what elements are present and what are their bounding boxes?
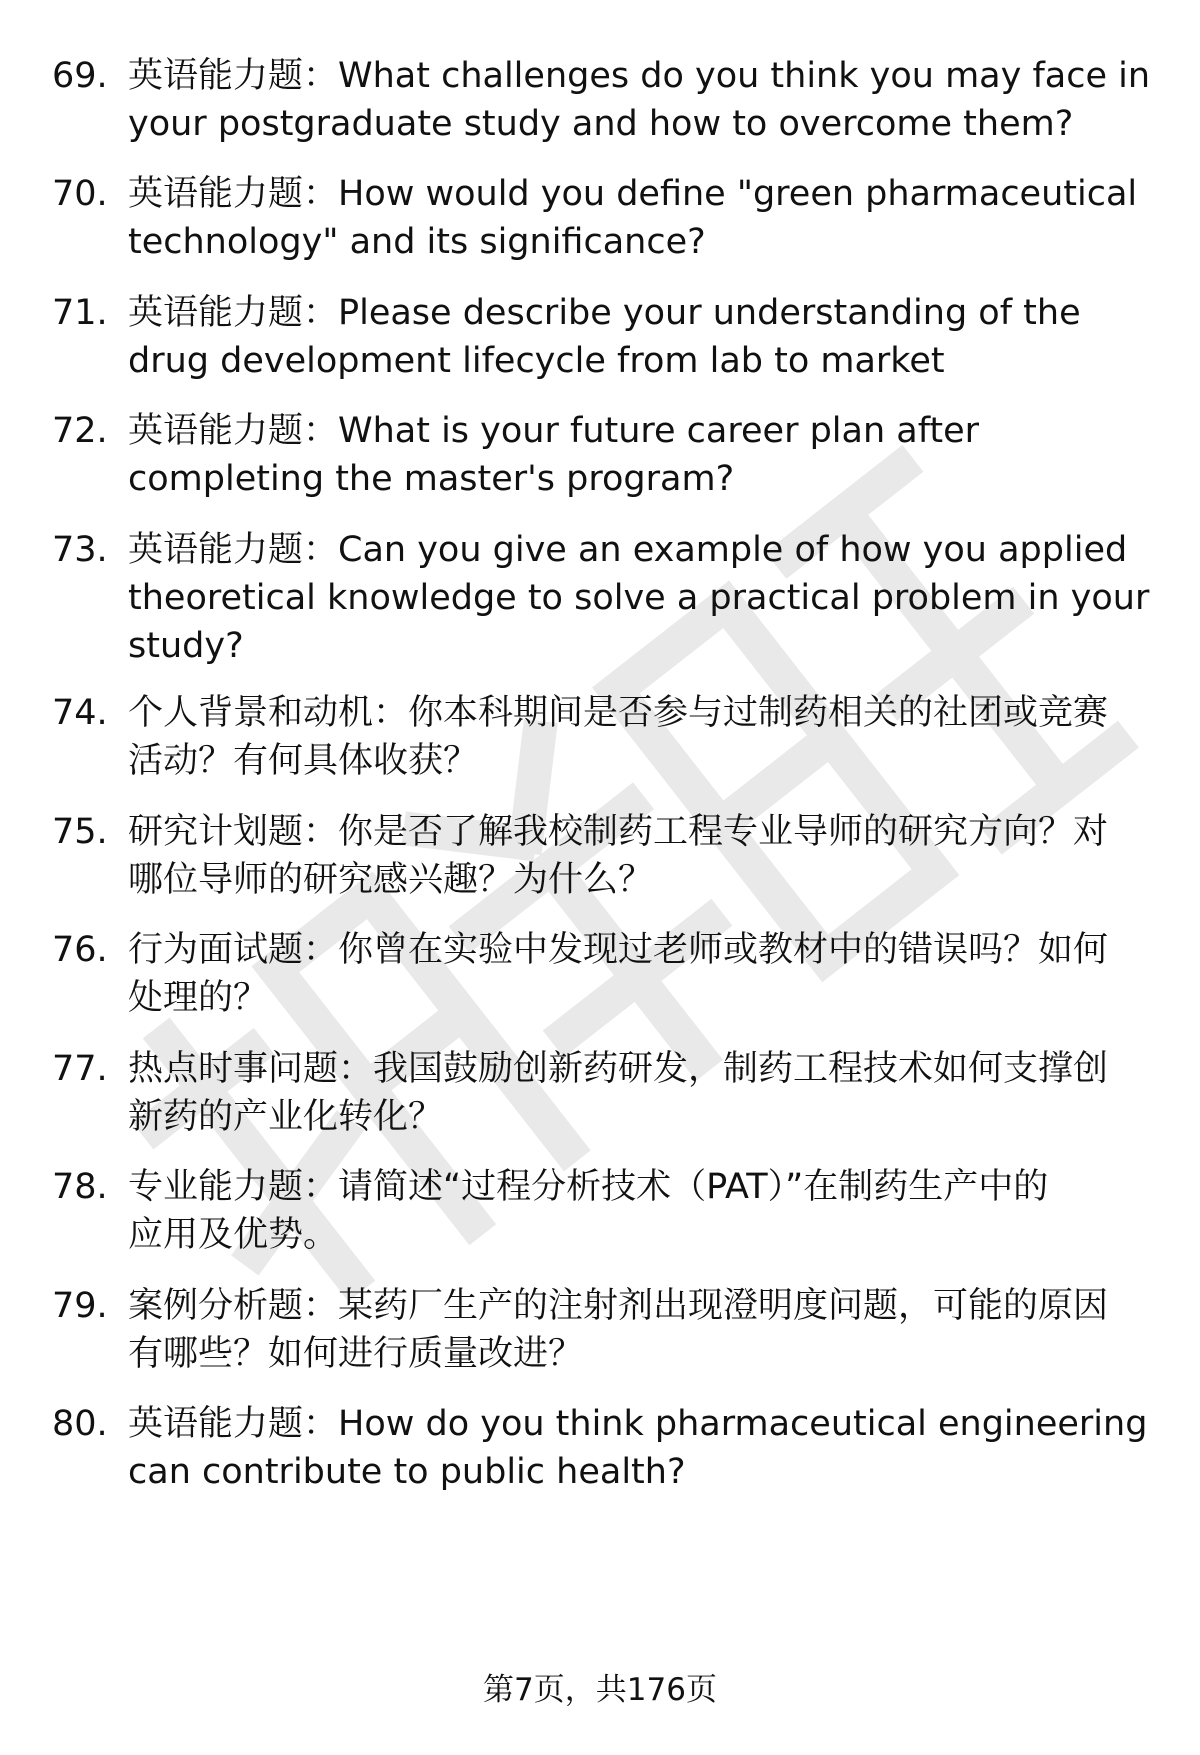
question-line: 个人背景和动机：你本科期间是否参与过制药相关的社团或竞赛 [128, 693, 1109, 733]
question-number: 77. [52, 1049, 108, 1089]
question-line: 案例分析题：某药厂生产的注射剂出现澄明度问题，可能的原因 [128, 1286, 1109, 1326]
question-item [52, 689, 1162, 785]
question-number: 80. [52, 1404, 108, 1444]
question-item [52, 526, 1162, 670]
question-line: study? [128, 626, 244, 666]
question-number: 76. [52, 930, 108, 970]
page-number-footer: 第7页，共176页 [483, 1672, 717, 1708]
question-line: 处理的？ [128, 978, 269, 1018]
question-item [52, 52, 1162, 148]
question-line: 新药的产业化转化？ [128, 1097, 444, 1137]
question-line: completing the master's program? [128, 459, 735, 499]
question-number: 74. [52, 693, 108, 733]
question-line: 活动？有何具体收获？ [128, 741, 479, 781]
question-line: 行为面试题：你曾在实验中发现过老师或教材中的错误吗？如何 [128, 930, 1109, 970]
question-text [128, 1163, 1162, 1259]
question-line: 热点时事问题：我国鼓励创新药研发，制药工程技术如何支撑创 [128, 1049, 1109, 1089]
question-text [128, 170, 1162, 266]
question-item [52, 170, 1162, 266]
question-line: 研究计划题：你是否了解我校制药工程专业导师的研究方向？对 [128, 812, 1109, 852]
question-line: drug development lifecycle from lab to market [128, 341, 945, 381]
question-line: 专业能力题：请简述“过程分析技术（PAT）”在制药生产中的 [128, 1167, 1049, 1207]
question-line: theoretical knowledge to solve a practical problem in your [128, 578, 1150, 618]
question-text [128, 689, 1162, 785]
question-line: 有哪些？如何进行质量改进？ [128, 1334, 584, 1374]
question-line: 英语能力题：How would you define "green pharmaceutical [128, 174, 1138, 214]
question-line: technology" and its significance? [128, 222, 706, 262]
question-item [52, 289, 1162, 385]
question-line: your postgraduate study and how to overcome them? [128, 104, 1074, 144]
question-text [128, 526, 1162, 670]
question-item [52, 1400, 1162, 1496]
question-number: 72. [52, 411, 108, 451]
question-text [128, 1045, 1162, 1141]
question-number: 69. [52, 56, 108, 96]
question-text [128, 289, 1162, 385]
question-line: can contribute to public health? [128, 1452, 686, 1492]
question-line: 英语能力题：Can you give an example of how you applied [128, 530, 1128, 570]
question-item [52, 808, 1162, 904]
question-text [128, 926, 1162, 1022]
question-number: 73. [52, 530, 108, 570]
question-number: 75. [52, 812, 108, 852]
question-text [128, 1282, 1162, 1378]
question-line: 哪位导师的研究感兴趣？为什么？ [128, 860, 654, 900]
question-line: 英语能力题：What challenges do you think you may face in [128, 56, 1151, 96]
question-line: 英语能力题：Please describe your understanding of the [128, 293, 1081, 333]
question-number: 71. [52, 293, 108, 333]
question-item [52, 1163, 1162, 1259]
question-line: 英语能力题：What is your future career plan after [128, 411, 980, 451]
question-number: 70. [52, 174, 108, 214]
question-item [52, 926, 1162, 1022]
question-text [128, 52, 1162, 148]
question-line: 应用及优势。 [128, 1215, 339, 1255]
question-item [52, 1045, 1162, 1141]
question-number: 78. [52, 1167, 108, 1207]
question-item [52, 407, 1162, 503]
question-text [128, 407, 1162, 503]
question-number: 79. [52, 1286, 108, 1326]
question-text [128, 1400, 1162, 1496]
question-item [52, 1282, 1162, 1378]
question-text [128, 808, 1162, 904]
question-line: 英语能力题：How do you think pharmaceutical engineering [128, 1404, 1148, 1444]
